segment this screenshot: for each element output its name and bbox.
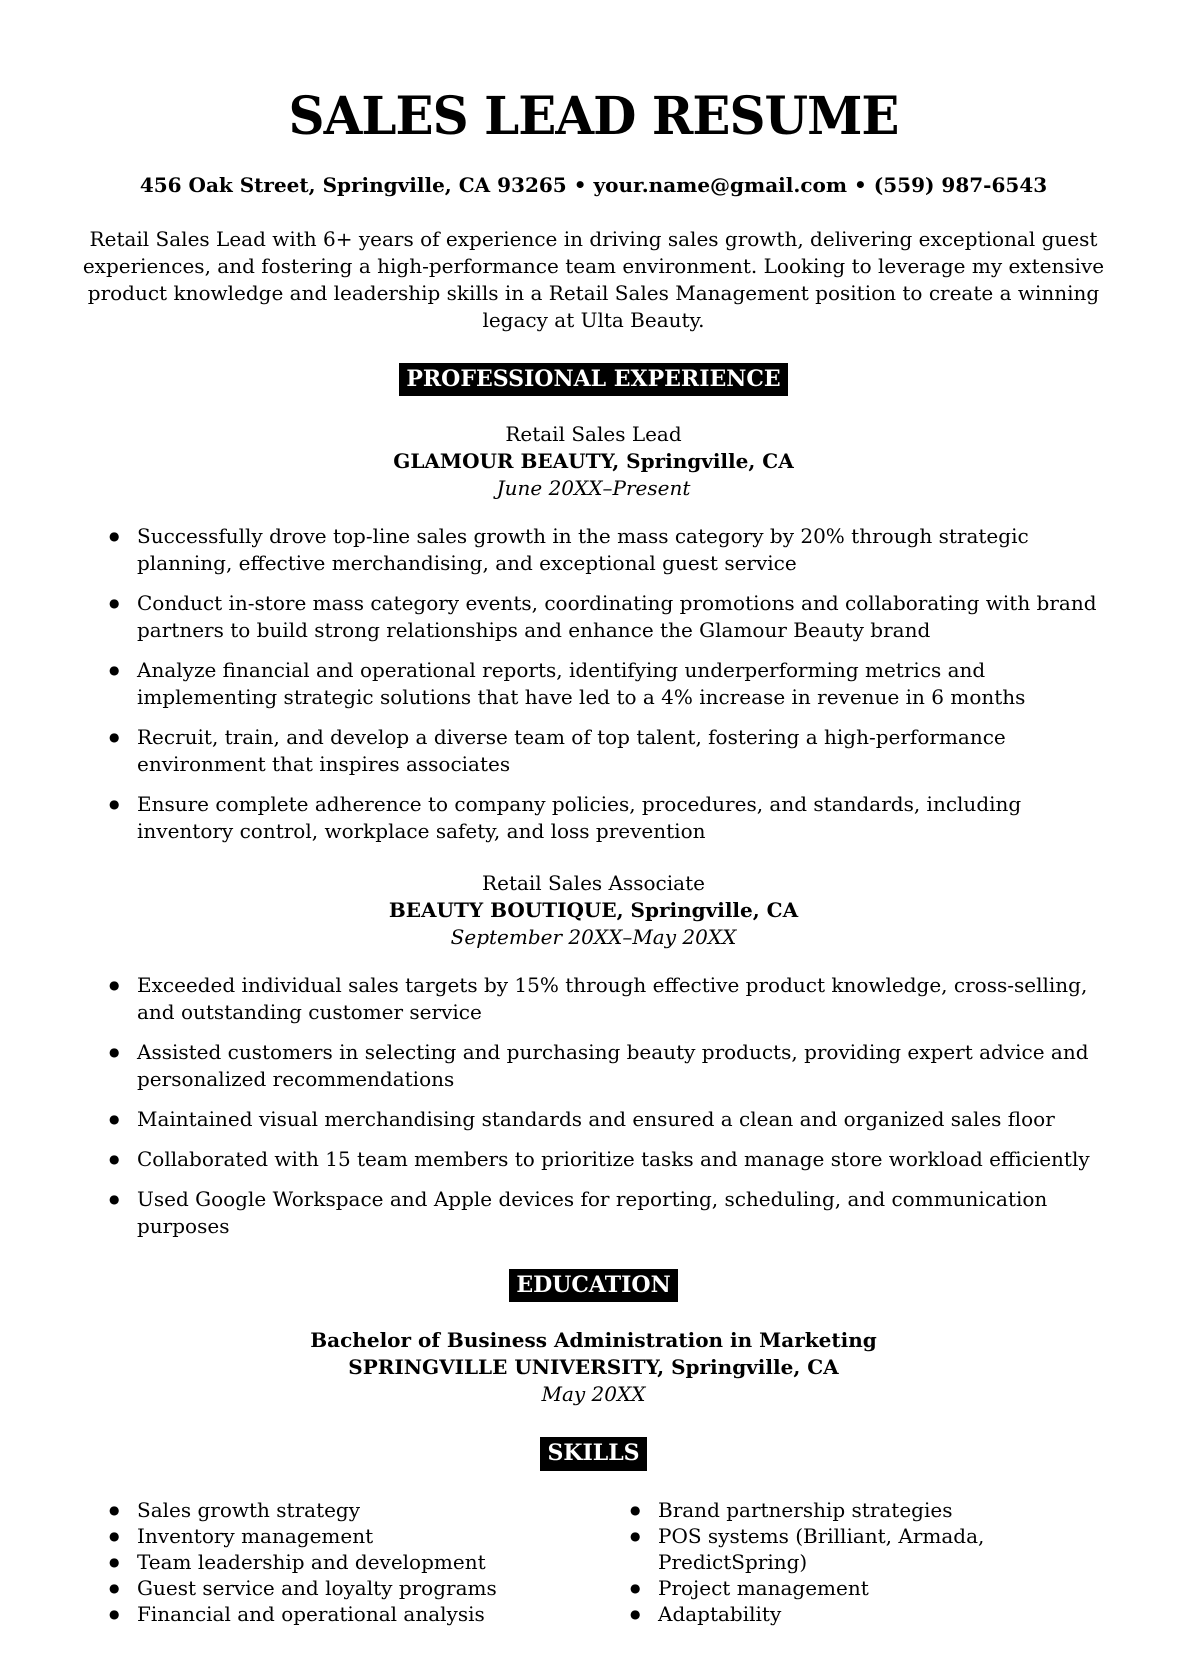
- skills-list-right: [602, 1497, 1062, 1627]
- experience-bullet: ● Successfully drove top-line sales growth in the mass category by 20% through strategic planning, effective merchandising, and exceptional guest service: [107, 523, 1102, 577]
- contact-email: your.name@gmail.com: [593, 173, 847, 197]
- skill-item: ● Project management: [628, 1575, 1062, 1601]
- job-dates: June 20XX–Present: [496, 476, 691, 501]
- skills-list-left: [64, 1497, 602, 1627]
- education-degree: Bachelor of Business Administration in Marketing: [310, 1328, 877, 1353]
- summary-text: Retail Sales Lead with 6+ years of experience in driving sales growth, delivering exceptional guest experiences, and fostering a high-performance team environment. Looking to leverage my extensive product knowledge and leadership skills in a Retail Sales Management position to create a winning legacy at Ulta Beauty.: [82, 227, 1105, 332]
- contact-separator: •: [573, 173, 587, 197]
- skills-column-right: [602, 1497, 1062, 1627]
- job-company: BEAUTY BOUTIQUE, Springville, CA: [388, 898, 799, 923]
- skills-columns: [64, 1497, 1123, 1627]
- job-title: Retail Sales Associate: [482, 871, 705, 896]
- skill-item: ● Adaptability: [628, 1601, 1062, 1627]
- job-title: Retail Sales Lead: [505, 422, 682, 447]
- section-heading-education: EDUCATION: [509, 1269, 677, 1302]
- experience-bullet: ● Conduct in-store mass category events, coordinating promotions and collaborating with brand partners to build strong relationships and enhance the Glamour Beauty brand: [107, 590, 1102, 644]
- section-skills-heading-row: [64, 1437, 1123, 1470]
- experience-bullet: ● Ensure complete adherence to company policies, procedures, and standards, including inventory control, workplace safety, and loss prevention: [107, 791, 1102, 845]
- section-heading-experience: PROFESSIONAL EXPERIENCE: [399, 363, 787, 396]
- job-entry-header: [64, 421, 1123, 502]
- resume-title: SALES LEAD RESUME: [288, 86, 899, 147]
- skill-item: ● Financial and operational analysis: [107, 1601, 602, 1627]
- skills-column-left: [64, 1497, 602, 1627]
- education-date: May 20XX: [541, 1382, 646, 1407]
- contact-separator: •: [854, 173, 867, 197]
- skill-item: ● Brand partnership strategies: [628, 1497, 1062, 1523]
- job-dates: September 20XX–May 20XX: [450, 925, 737, 950]
- contact-line: [64, 173, 1123, 197]
- skill-item: ● Guest service and loyalty programs: [107, 1575, 602, 1601]
- section-heading-skills: SKILLS: [540, 1437, 646, 1470]
- experience-bullet: ● Analyze financial and operational reports, identifying underperforming metrics and implementing strategic solutions that have led to a 4% increase in revenue in 6 months: [107, 657, 1102, 711]
- contact-phone: (559) 987-6543: [873, 173, 1048, 197]
- section-experience-heading-row: [64, 363, 1123, 396]
- job-company: GLAMOUR BEAUTY, Springville, CA: [393, 449, 794, 474]
- education-entry: [64, 1327, 1123, 1408]
- experience-bullet: ● Assisted customers in selecting and purchasing beauty products, providing expert advice and personalized recommendations: [107, 1039, 1102, 1093]
- skill-item: ● Sales growth strategy: [107, 1497, 602, 1523]
- experience-bullet: ● Collaborated with 15 team members to prioritize tasks and manage store workload efficiently: [107, 1146, 1102, 1173]
- contact-address: 456 Oak Street, Springville, CA 93265: [139, 173, 567, 197]
- experience-bullet: ● Exceeded individual sales targets by 15% through effective product knowledge, cross-selling, and outstanding customer service: [107, 972, 1102, 1026]
- experience-bullet: ● Recruit, train, and develop a diverse team of top talent, fostering a high-performance environment that inspires associates: [107, 724, 1102, 778]
- job-entry-header: [64, 870, 1123, 951]
- job-bullet-list: [64, 523, 1123, 845]
- skill-item: ● Team leadership and development: [107, 1549, 602, 1575]
- job-bullet-list: [64, 972, 1123, 1240]
- experience-bullet: ● Used Google Workspace and Apple devices for reporting, scheduling, and communication purposes: [107, 1186, 1102, 1240]
- skill-item: ● POS systems (Brilliant, Armada, PredictSpring): [628, 1523, 1062, 1575]
- education-school: SPRINGVILLE UNIVERSITY, Springville, CA: [348, 1355, 839, 1380]
- skill-item: ● Inventory management: [107, 1523, 602, 1549]
- section-education-heading-row: [64, 1269, 1123, 1302]
- experience-bullet: ● Maintained visual merchandising standards and ensured a clean and organized sales floor: [107, 1106, 1102, 1133]
